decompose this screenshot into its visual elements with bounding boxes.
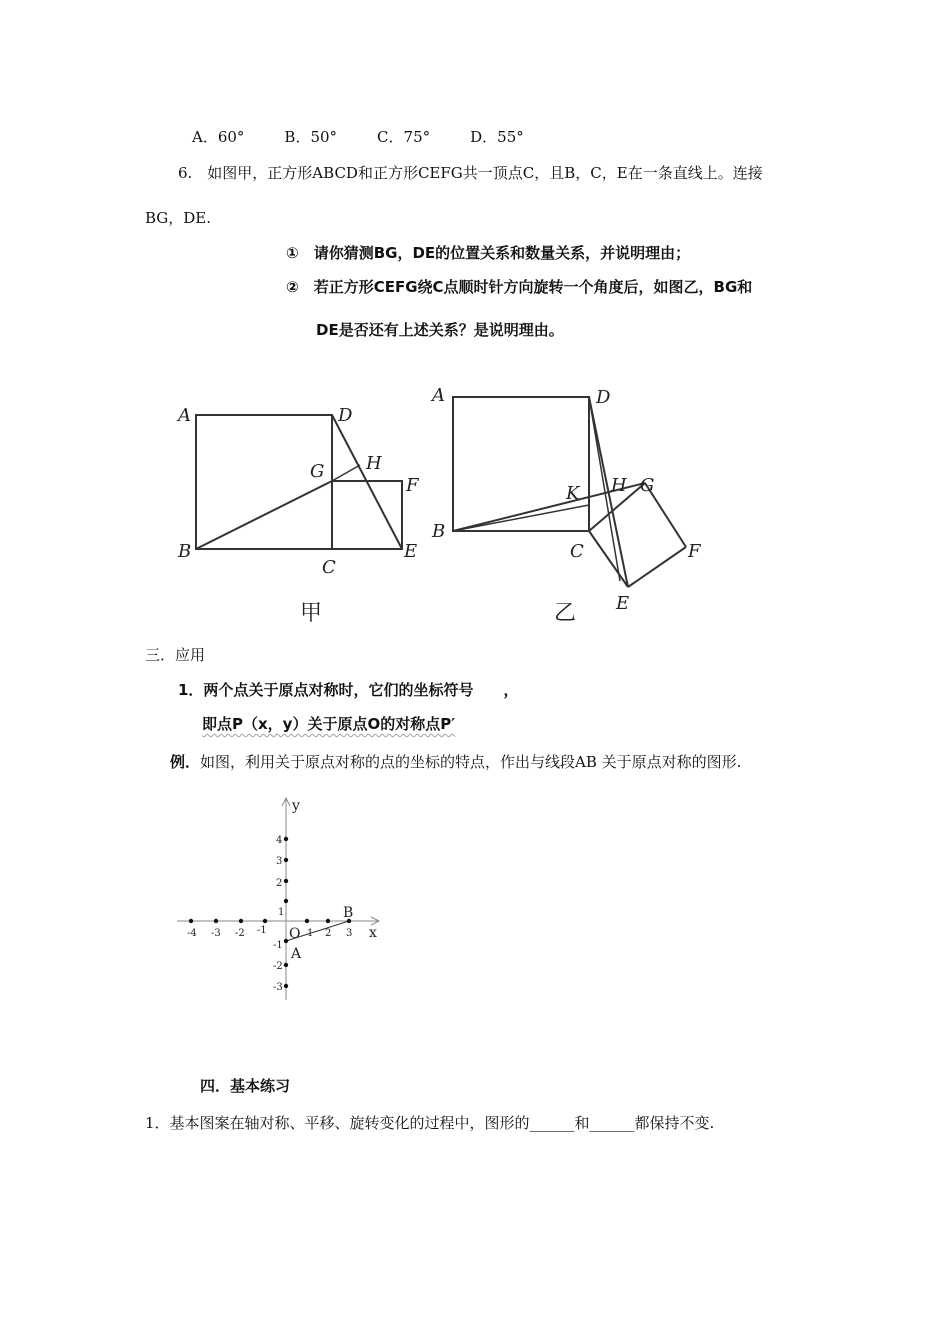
section3-item1b: [202, 714, 455, 734]
q6-sub1: ① 请你猜测BG，DE的位置关系和数量关系，并说明理由；: [286, 244, 691, 262]
point-a-label: A: [291, 946, 302, 962]
example-label: 例．: [170, 753, 201, 771]
label-f: F: [688, 541, 701, 562]
x-tick-neg4: -4: [187, 928, 197, 939]
item1b-text: 即点P（x，y）关于原点O的对称点P′: [202, 715, 456, 733]
section3-example: [170, 752, 741, 772]
q5-option-c: C．75°: [377, 128, 431, 146]
x-tick-1: 1: [307, 928, 314, 939]
y-tick-neg2: -2: [273, 961, 283, 972]
item1a-text: 1．两个点关于原点对称时，它们的坐标符号: [178, 681, 474, 699]
label-h: H: [366, 453, 382, 474]
point-b-label: B: [343, 905, 354, 921]
item1a-tail: ，: [503, 681, 519, 699]
origin-label: O: [289, 926, 301, 942]
label-b: B: [178, 541, 192, 562]
y-tick-3: 3: [276, 856, 283, 867]
label-k: K: [566, 483, 580, 504]
label-a: A: [178, 405, 191, 426]
coordinate-plane: [175, 795, 395, 1010]
label-h: H: [611, 475, 627, 496]
label-d: D: [338, 405, 353, 426]
y-tick-4: 4: [276, 835, 283, 846]
q5-option-d: D．55°: [470, 128, 524, 146]
label-c: C: [570, 541, 584, 562]
x-tick-neg3: -3: [211, 928, 221, 939]
q5-option-b: B．50°: [284, 128, 338, 146]
q6-line2: BG，DE.: [145, 209, 212, 227]
figure-yi: [420, 375, 720, 635]
x-tick-neg2: -2: [235, 928, 245, 939]
label-g: G: [310, 461, 325, 482]
q5-option-a: A．60°: [192, 128, 245, 146]
label-d: D: [596, 387, 611, 408]
y-tick-neg1: -1: [273, 940, 283, 951]
label-f: F: [406, 475, 419, 496]
x-tick-neg1: -1: [257, 925, 267, 936]
q6-sub2a: ② 若正方形CEFG绕C点顺时针方向旋转一个角度后，如图乙，BG和: [286, 278, 753, 296]
x-tick-3: 3: [346, 928, 353, 939]
y-tick-neg3: -3: [273, 982, 283, 993]
figure-caption-yi: 乙: [554, 601, 577, 626]
label-e: E: [616, 593, 630, 614]
label-e: E: [404, 541, 418, 562]
example-text: 如图，利用关于原点对称的点的坐标的特点，作出与线段AB 关于原点对称的图形.: [200, 753, 742, 771]
section3-item1a: [178, 680, 518, 700]
y-axis-label: y: [292, 798, 300, 814]
x-tick-2: 2: [325, 928, 332, 939]
section4-heading: 四．基本练习: [200, 1077, 291, 1095]
section4-item1: 1．基本图案在轴对称、平移、旋转变化的过程中，图形的______和______都保持不变.: [145, 1114, 715, 1132]
q5-options: [192, 127, 564, 147]
figure-jia: [170, 375, 430, 635]
q6-line1: 6. 如图甲，正方形ABCD和正方形CEFG共一顶点C，且B，C，E在一条直线上。连接: [178, 164, 763, 182]
y-tick-1: 1: [278, 907, 285, 918]
label-g: G: [640, 475, 655, 496]
label-a: A: [432, 385, 445, 406]
figure-caption-jia: 甲: [300, 601, 323, 626]
y-tick-2: 2: [276, 878, 283, 889]
x-axis-label: x: [369, 925, 377, 941]
section3-heading: 三．应用: [145, 646, 206, 664]
label-b: B: [432, 521, 446, 542]
q6-sub2b: DE是否还有上述关系？是说明理由。: [316, 321, 564, 339]
label-c: C: [322, 557, 336, 578]
